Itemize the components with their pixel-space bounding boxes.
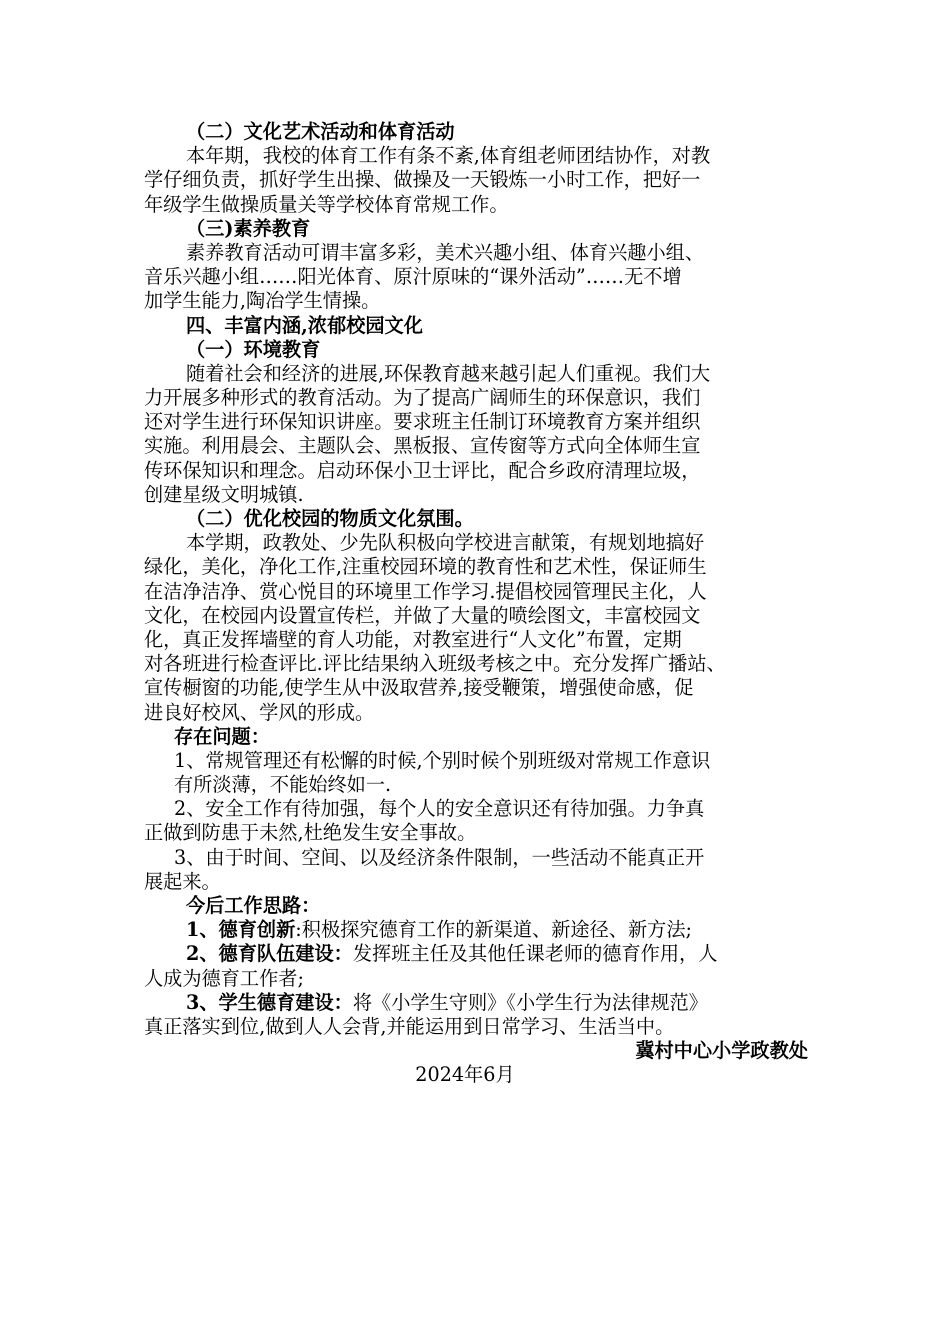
paragraph-line: 加学生能力,陶冶学生情操。 [144, 289, 381, 313]
ideas-heading: 今后工作思路： [186, 894, 321, 917]
section-heading: （一）环境教育 [186, 337, 321, 361]
idea-2 [144, 942, 816, 966]
paragraph-line: 本年期，我校的体育工作有条不紊,体育组老师团结协作，对教 [186, 144, 711, 168]
idea-1-label: 1、德育创新 [186, 918, 296, 942]
paragraph-line: 力开展多种形式的教育活动。为了提高广阔师生的环保意识，我们 [144, 386, 701, 410]
idea-2-text: 发挥班主任及其他任课老师的德育作用，人 [352, 942, 718, 966]
paragraph-line: 3、由于时间、空间、以及经济条件限制，一些活动不能真正开 [174, 845, 705, 869]
paragraph-line: 学仔细负责，抓好学生出操、做操及一天锻炼一小时工作，把好一 [144, 168, 701, 192]
paragraph-line: 音乐兴趣小组……阳光体育、原汁原味的“课外活动”……无不增 [144, 265, 682, 289]
paragraph-line: 素养教育活动可谓丰富多彩，美术兴趣小组、体育兴趣小组、 [186, 240, 705, 264]
document-page [144, 120, 816, 1088]
paragraph-line: 创建星级文明城镇. [144, 482, 304, 506]
idea-3-text: 将《小学生守则》《小学生行为法律规范》 [352, 990, 708, 1014]
date: 2024年6月 [415, 1063, 515, 1087]
idea-3-continued: 真正落实到位,做到人人会背,并能运用到日常学习、生活当中。 [144, 1014, 675, 1038]
paragraph-line: 实施。利用晨会、主题队会、黑板报、宣传窗等方式向全体师生宣 [144, 434, 701, 458]
paragraph-line: 进良好校风、学风的形成。 [144, 700, 375, 724]
paragraph-line: 年级学生做操质量关等学校体育常规工作。 [144, 192, 509, 216]
paragraph-line: 正做到防患于未然,杜绝发生安全事故。 [144, 821, 477, 845]
paragraph-line: 传环保知识和理念。启动环保小卫士评比，配合乡政府清理垃圾， [144, 458, 701, 482]
paragraph-line: 文化，在校园内设置宣传栏，并做了大量的喷绘图文，丰富校园文 [144, 603, 701, 627]
paragraph-line: 随着社会和经济的进展,环保教育越来越引起人们重视。我们大 [186, 361, 711, 385]
signature: 冀村中心小学政教处 [635, 1039, 808, 1063]
paragraph-line: 对各班进行检查评比.评比结果纳入班级考核之中。充分发挥广播站、 [144, 652, 726, 676]
section-heading: 四、丰富内涵,浓郁校园文化 [186, 313, 423, 337]
paragraph-line: 绿化，美化，净化工作,注重校园环境的教育性和艺术性，保证师生 [144, 555, 707, 579]
paragraph-line: 还对学生进行环保知识讲座。要求班主任制订环境教育方案并组织 [144, 410, 701, 434]
paragraph-line: 1、常规管理还有松懈的时候,个别时候个别班级对常规工作意识 [174, 748, 711, 772]
section-heading: （二）优化校园的物质文化氛围。 [186, 507, 474, 530]
idea-1 [144, 918, 816, 942]
idea-3-label: 3、学生德育建设： [186, 990, 353, 1014]
paragraph-line: 展起来。 [144, 869, 221, 893]
section-heading: 存在问题： [174, 724, 270, 748]
paragraph-line: 化，真正发挥墙壁的育人功能，对教室进行“人文化”布置，定期 [144, 627, 682, 651]
idea-2-label: 2、德育队伍建设： [186, 942, 353, 966]
paragraph-line: 有所淡薄，不能始终如一. [174, 773, 392, 797]
section-heading: （二）文化艺术活动和体育活动 [186, 120, 455, 143]
paragraph-line: 在洁净洁净、赏心悦目的环境里工作学习.提倡校园管理民主化，人 [144, 579, 707, 603]
paragraph-line: 宣传橱窗的功能,使学生从中汲取营养,接受鞭策，增强使命感，促 [144, 676, 694, 700]
idea-3 [144, 991, 816, 1015]
paragraph-line: 本学期，政教处、少先队积极向学校进言献策，有规划地搞好 [186, 531, 705, 555]
idea-1-text: :积极探究德育工作的新渠道、新途径、新方法; [295, 918, 692, 942]
idea-2-continued: 人成为德育工作者; [144, 966, 304, 990]
paragraph-line: 2、安全工作有待加强，每个人的安全意识还有待加强。力争真 [174, 797, 705, 821]
section-heading: （三)素养教育 [186, 216, 311, 240]
document-body [144, 120, 816, 894]
